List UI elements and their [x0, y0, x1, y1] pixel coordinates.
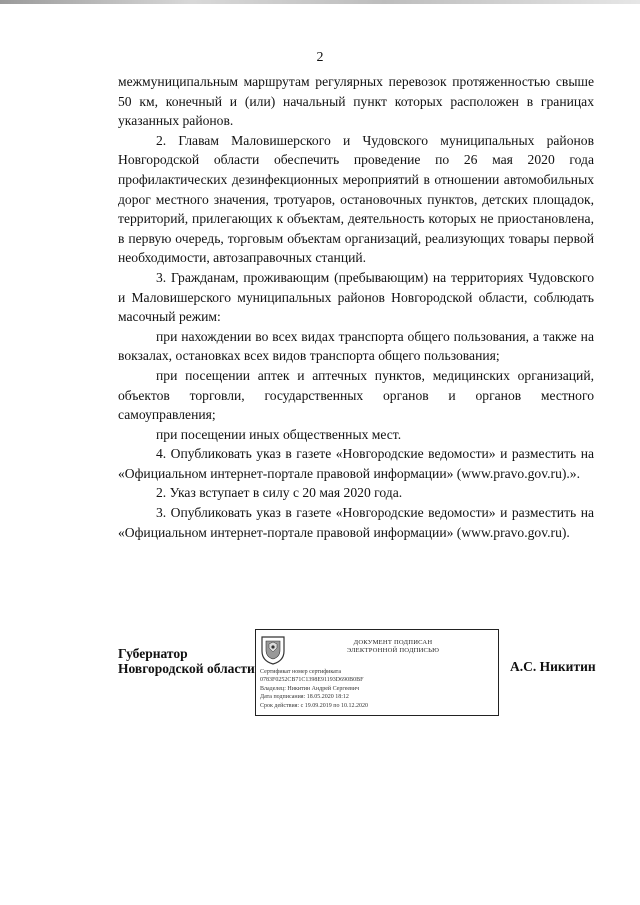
- paragraph: при посещении иных общественных мест.: [156, 426, 402, 442]
- page-number: 2: [316, 50, 324, 65]
- paragraph: 3. Гражданам, проживающим (пребывающим) на территориях Чудовского и Маловишерского муниципальных районов Новгородской области, соблюдать масочный режим:: [118, 269, 594, 325]
- stamp-details: [260, 668, 496, 710]
- stamp-detail-line: Срок действия: с 19.09.2019 по 10.12.2020: [260, 702, 368, 709]
- signatory-title: [118, 646, 255, 676]
- paragraph: при нахождении во всех видах транспорта общего пользования, а также на вокзалах, остановках всех видов транспорта общего пользования;: [118, 328, 594, 364]
- scan-top-edge: [0, 0, 640, 4]
- stamp-heading-line2: ЭЛЕКТРОННОЙ ПОДПИСЬЮ: [346, 647, 440, 654]
- stamp-detail-line: Владелец: Никитин Андрей Сергеевич: [260, 685, 360, 692]
- electronic-signature-stamp: [255, 629, 499, 716]
- document-body: [118, 72, 594, 542]
- stamp-detail-line: 0783F0252CB71C1398E91193D690B0BF: [260, 677, 364, 684]
- coat-of-arms-icon: [260, 635, 286, 665]
- paragraph: 3. Опубликовать указ в газете «Новгородские ведомости» и разместить на «Официальном интернет-портале правовой информации» (www.pravo.gov.ru).: [118, 505, 594, 540]
- stamp-heading-line1: ДОКУМЕНТ ПОДПИСАН: [353, 639, 433, 646]
- signatory-title-line1: Губернатор: [118, 646, 188, 661]
- stamp-detail-line: Сертификат номер сертификата: [260, 669, 342, 675]
- signatory-title-line2: Новгородской области: [118, 661, 255, 676]
- paragraph: 4. Опубликовать указ в газете «Новгородские ведомости» и разместить на «Официальном интернет-портале правовой информации» (www.pravo.gov.ru).».: [118, 446, 594, 481]
- paragraph: при посещении аптек и аптечных пунктов, медицинских организаций, объектов торговли, государственных органов и органов местного самоуправления;: [118, 367, 594, 423]
- signatory-name: А.С. Никитин: [510, 659, 596, 674]
- stamp-heading: [290, 639, 496, 655]
- paragraph: 2. Главам Маловишерского и Чудовского муниципальных районов Новгородской области обеспечить проведение по 26 мая 2020 года профилактических дезинфекционных мероприятий в отношении автомобильных дорог местного значения, тротуаров, остановочных пунктов, детских площадок, территорий, прилегающих к объектам, деятельность которых не приостановлена, в первую очередь, торговым объектам организаций, реализующих товары первой необходимости, автозаправочных станций.: [118, 132, 594, 266]
- paragraph: межмуниципальным маршрутам регулярных перевозок протяженностью свыше 50 км, конечный и (или) начальный пункт которых расположен в границах указанных районов.: [118, 74, 594, 129]
- paragraph: 2. Указ вступает в силу с 20 мая 2020 года.: [156, 485, 403, 501]
- stamp-detail-line: Дата подписания: 18.05.2020 18:12: [260, 694, 349, 701]
